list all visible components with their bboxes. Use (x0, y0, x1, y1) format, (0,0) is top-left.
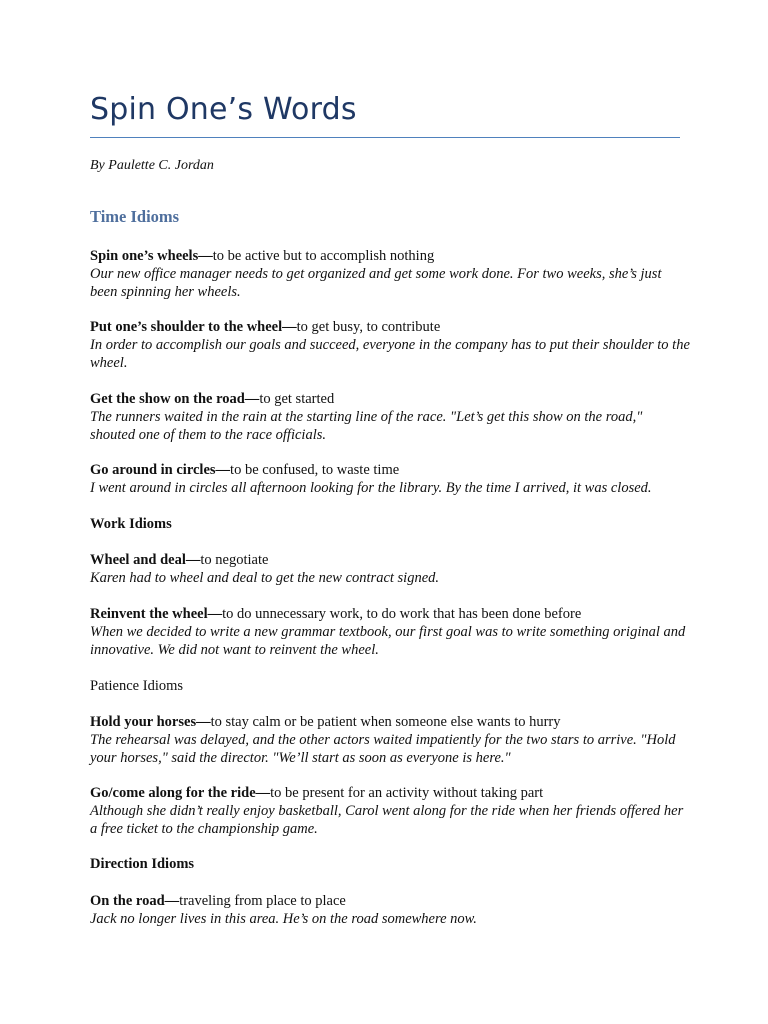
idiom-example: The rehearsal was delayed, and the other actors waited impatiently for the two stars to arrive. "Hold your horses," said the director. "We’ll start as soon as everyone is here." (90, 732, 676, 766)
idiom-term: Get the show on the road— (90, 391, 260, 407)
idiom-entry (90, 551, 690, 587)
idiom-example: Our new office manager needs to get organized and get some work done. For two weeks, she’s just been spinning her wheels. (90, 266, 662, 300)
idiom-definition: to stay calm or be patient when someone else wants to hurry (210, 714, 561, 730)
idiom-definition: to be present for an activity without taking part (270, 785, 544, 801)
idiom-example: In order to accomplish our goals and succeed, everyone in the company has to put their shoulder to the wheel. (90, 337, 690, 371)
idiom-definition: to get busy, to contribute (296, 319, 441, 335)
page-title: Spin One’s Words (90, 92, 357, 127)
idiom-entry (90, 247, 690, 301)
idiom-term: Go/come along for the ride— (90, 785, 271, 801)
idiom-example: Although she didn’t really enjoy basketball, Carol went along for the ride when her friends offered her a free ticket to the championship game. (90, 803, 684, 837)
idiom-definition: to be active but to accomplish nothing (212, 248, 435, 264)
idiom-definition: to be confused, to waste time (230, 462, 400, 478)
idiom-entry (90, 713, 690, 767)
idiom-example: When we decided to write a new grammar textbook, our first goal was to write something original and innovative. We did not want to reinvent the wheel. (90, 624, 686, 658)
idiom-example: Jack no longer lives in this area. He’s on the road somewhere now. (90, 911, 477, 927)
title-rule (90, 137, 680, 138)
idiom-definition: to get started (259, 391, 335, 407)
author-line: By Paulette C. Jordan (90, 158, 214, 173)
idiom-term: Spin one’s wheels— (90, 248, 213, 264)
idiom-example: The runners waited in the rain at the starting line of the race. "Let’s get this show on the road," shouted one of them to the race officials. (90, 409, 643, 443)
section-heading-work: Work Idioms (90, 516, 172, 532)
idiom-entry (90, 892, 690, 928)
section-heading-direction: Direction Idioms (90, 856, 195, 872)
idiom-term: Go around in circles— (90, 462, 231, 478)
idiom-entry (90, 390, 690, 444)
idiom-entry (90, 461, 690, 497)
idiom-term: Put one’s shoulder to the wheel— (90, 319, 297, 335)
idiom-term: Hold your horses— (90, 714, 211, 730)
idiom-definition: to negotiate (200, 552, 269, 568)
idiom-term: Reinvent the wheel— (90, 606, 223, 622)
idiom-term: Wheel and deal— (90, 552, 201, 568)
section-heading-time: Time Idioms (90, 207, 180, 226)
idiom-term: On the road— (90, 893, 180, 909)
idiom-example: I went around in circles all afternoon looking for the library. By the time I arrived, it was closed. (90, 480, 652, 496)
section-heading-patience: Patience Idioms (90, 678, 184, 694)
idiom-definition: to do unnecessary work, to do work that has been done before (222, 606, 582, 622)
idiom-example: Karen had to wheel and deal to get the new contract signed. (90, 570, 440, 586)
idiom-entry (90, 318, 690, 372)
idiom-entry (90, 605, 690, 659)
idiom-entry (90, 784, 690, 838)
idiom-definition: traveling from place to place (179, 893, 346, 909)
